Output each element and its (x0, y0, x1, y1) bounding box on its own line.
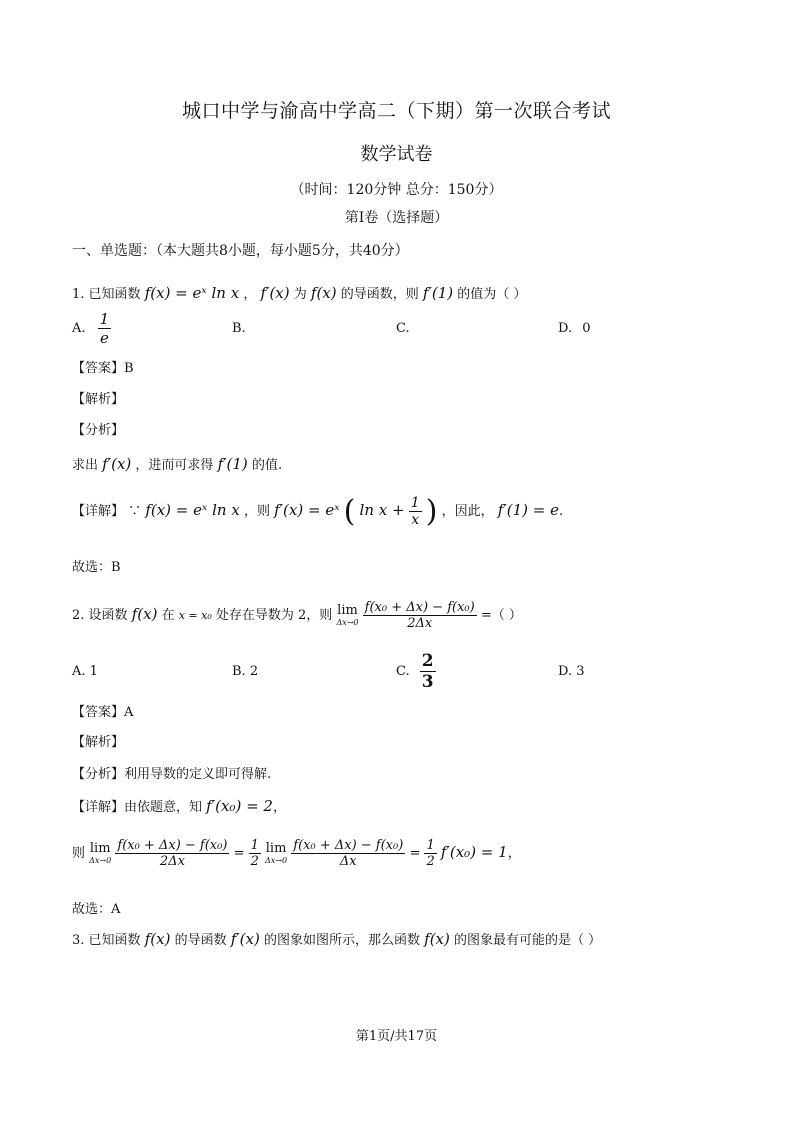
option-c: C. (396, 321, 410, 336)
fraction: $\frac{1}{x}$ (410, 495, 420, 528)
fraction: $\frac{\text{f(x₀ + Δx) − f(x₀)}}{2\Delta x}$ (364, 600, 475, 631)
answer-tag: 【答案】 (72, 361, 125, 376)
analysis-tag: 【解析】 (72, 392, 125, 407)
answer-line (72, 701, 133, 720)
paper-subject: 数学试卷 (360, 144, 433, 165)
fenxi-text: 求出 f′(x) ，进而可求得 f′(1) 的值. (72, 455, 283, 473)
exam-info: （时间：120分钟 总分：150分） (290, 182, 503, 198)
option-a: A. $\frac{1}{e}$ (72, 310, 110, 347)
fraction: $\frac{1}{2}$ (426, 838, 435, 869)
formula: f′(x₀) = 1 (440, 843, 508, 861)
formula: f′(1) (422, 284, 454, 302)
fraction: $\frac{\text{f(x₀ + Δx) − f(x₀)}}{2\Delta x}$ (117, 838, 228, 869)
left-paren: ( (343, 494, 356, 529)
detail-tag: 【详解】 (72, 504, 125, 519)
formula: f(x) (310, 284, 337, 302)
section-heading: 一、单选题：（本大题共8小题，每小题5分，共40分） (72, 243, 409, 259)
formula: f(x) (424, 930, 450, 948)
question-1-stem: 1. 已知函数 f(x) = eˣ ln x ， f′(x) 为 f(x) 的导函数，则 f′(1) 的值为（ ） (72, 284, 527, 302)
formula: f′(1) = e (497, 501, 559, 519)
fraction: $\frac{\text{f(x₀ + Δx) − f(x₀)}}{\Delta x}$ (293, 838, 404, 869)
question-3-stem: 3. 已知函数 f(x) 的导函数 f′(x) 的图象如图所示，那么函数 f(x) 的图象最有可能的是（ ） (72, 930, 602, 948)
formula: f′(x) (260, 284, 290, 302)
limit: lim Δx→0 (265, 841, 288, 865)
limit: lim Δx→0 (336, 603, 359, 627)
question-number: 2. (72, 608, 85, 623)
answer-value: B (124, 361, 134, 376)
detail-line: 【详解】 ∵ f(x) = eˣ ln x ，则 f′(x) = eˣ ( ln x + $\frac{1}{x}$ ) ，因此， f′(1) = e. (72, 494, 564, 529)
formula: x = x₀ (178, 609, 212, 622)
option-d: D. 3 (558, 664, 585, 679)
formula: f′(x) (102, 455, 132, 473)
formula: f(x) = eˣ ln x (145, 501, 240, 519)
detail-line: 【详解】由依题意，知 f′(x₀) = 2， (72, 797, 286, 815)
detail-tag: 【详解】 (72, 800, 125, 815)
option-b: B. 2 (232, 664, 259, 679)
right-paren: ) (425, 494, 438, 529)
formula: f(x) (131, 605, 158, 623)
question-number: 1. (72, 287, 85, 302)
choice-line: 故选：B (72, 560, 121, 575)
formula: f′(1) (217, 455, 248, 473)
formula: f′(x) = eˣ (274, 501, 340, 519)
fraction: $\frac{1}{2}$ (250, 838, 259, 869)
fenxi-tag: 【分析】 (72, 423, 125, 438)
formula: f(x) (144, 930, 171, 948)
answer-line (72, 357, 134, 376)
answer-tag: 【答案】 (72, 705, 125, 720)
question-number: 3. (72, 933, 85, 948)
question-2-stem: 2. 设函数 f(x) 在 x = x₀ 处存在导数为 2，则 lim Δx→0 $\frac{\text{f(x₀ + Δx) − f(x₀)}}{2\Delta x}$ =（ ） (72, 600, 522, 631)
analysis-tag: 【解析】 (72, 735, 125, 750)
page-footer: 第1页/共17页 (355, 1029, 438, 1044)
limit: lim Δx→0 (89, 841, 112, 865)
choice-line: 故选：A (72, 902, 121, 917)
derivation-line: 则 lim Δx→0 $\frac{\text{f(x₀ + Δx) − f(x₀)}}{2\Delta x}$ = $\frac{1}{2}$ lim Δx→0 $\frac{\text{f(x₀ + Δx) − f(x₀)}}{\Delta x}$ = $\frac{1}{2}$ f′(x₀) = 1， (72, 838, 521, 869)
fenxi-tag: 【分析】 (72, 767, 125, 782)
fraction: $\frac{2}{3}$ (421, 651, 434, 692)
option-a: A. 1 (72, 664, 98, 679)
option-c: C. $\frac{2}{3}$ (396, 651, 434, 692)
exam-title: 城口中学与渝高中学高二（下期）第一次联合考试 (181, 100, 611, 122)
option-d: D. 0 (558, 321, 591, 336)
formula: f′(x₀) = 2 (206, 797, 273, 815)
formula: f′(x) (230, 930, 260, 948)
answer-value: A (124, 705, 134, 720)
part-heading: 第Ⅰ卷（选择题） (344, 210, 449, 226)
fraction: $\frac{1}{e}$ (99, 310, 110, 347)
option-b: B. (232, 321, 246, 336)
formula: f(x) = eˣ ln x (144, 284, 240, 302)
fenxi-line: 【分析】利用导数的定义即可得解. (72, 767, 272, 782)
